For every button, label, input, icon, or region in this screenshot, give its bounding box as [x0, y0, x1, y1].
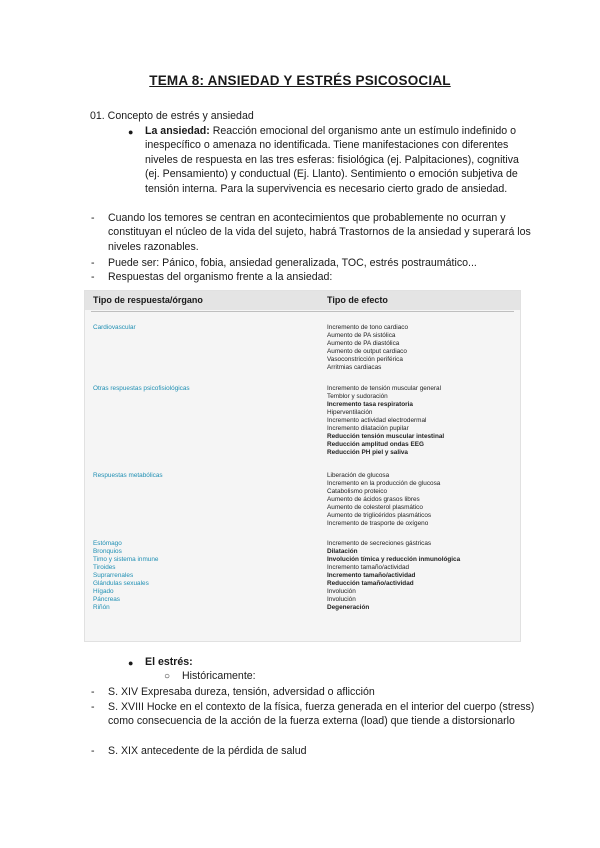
table-cell-effect: Catabolismo proteico [327, 488, 388, 495]
table-cell-effect: Reducción amplitud ondas EEG [327, 441, 424, 448]
estres-item-1: S. XIV Expresaba dureza, tensión, adversidad o aflicción [108, 686, 375, 698]
dash-marker: - [91, 745, 95, 757]
table-cell-organ: Hígado [93, 588, 114, 595]
table-cell-effect: Involución [327, 596, 356, 603]
table-cell-effect: Reducción tamaño/actividad [327, 580, 414, 587]
bullet-dot: ● [128, 658, 134, 668]
dash-item-2: Puede ser: Pánico, fobia, ansiedad generalizada, TOC, estrés postraumático... [108, 257, 477, 269]
table-cell-effect: Aumento de ácidos grasos libres [327, 496, 420, 503]
dash-marker: - [91, 701, 95, 713]
table-cell-effect: Incremento tamaño/actividad [327, 572, 416, 579]
table-cell-effect: Aumento de colesterol plasmático [327, 504, 423, 511]
table-cell-effect: Aumento de PA sistólica [327, 332, 396, 339]
table-cell-organ: Estómago [93, 540, 122, 547]
estres-term: El estrés: [145, 656, 193, 668]
table-cell-effect: Incremento tasa respiratoria [327, 401, 413, 408]
table-cell-effect: Incremento dilatación pupilar [327, 425, 409, 432]
page-title: TEMA 8: ANSIEDAD Y ESTRÉS PSICOSOCIAL [149, 73, 451, 88]
dash-item-3: Respuestas del organismo frente a la ansiedad: [108, 271, 333, 283]
table-cell-organ: Suprarrenales [93, 572, 134, 579]
table-cell-effect: Aumento de triglicéridos plasmáticos [327, 512, 432, 519]
table-cell-organ: Respuestas metabólicas [93, 472, 163, 479]
dash-item-1: Cuando los temores se centran en acontecimientos que probablemente no ocurran y constituyan el núcleo de la vida del sujeto, habrá Trastornos de la ansiedad y superará los niveles razonables. [108, 212, 531, 253]
table-header-left: Tipo de respuesta/órgano [93, 295, 203, 305]
table-cell-effect: Reducción PH piel y saliva [327, 449, 408, 456]
table-cell-effect: Incremento de tono cardiaco [327, 324, 408, 331]
table-cell-effect: Liberación de glucosa [327, 472, 390, 479]
estres-item-2: S. XVIII Hocke en el contexto de la física, fuerza generada en el interior del cuerpo (stress) como consecuencia de la acción de la fuerza externa (load) que tiende a distorsionarlo [108, 701, 535, 728]
table-cell-effect: Incremento de trasporte de oxígeno [327, 520, 429, 527]
table-cell-organ: Timo y sistema inmune [93, 556, 159, 563]
table-cell-effect: Degeneración [327, 604, 370, 611]
table-cell-organ: Bronquios [93, 548, 122, 555]
table-cell-effect: Dilatación [327, 548, 358, 555]
table-cell-organ: Páncreas [93, 596, 120, 603]
table-cell-organ: Cardiovascular [93, 324, 136, 331]
table-cell-effect: Vasoconstricción periférica [327, 356, 403, 363]
table-cell-organ: Glándulas sexuales [93, 580, 149, 587]
table-cell-effect: Arritmias cardiacas [327, 364, 382, 371]
table-cell-effect: Incremento tamaño/actividad [327, 564, 410, 571]
ansiedad-term: La ansiedad: [145, 125, 210, 137]
estres-sub: Históricamente: [182, 670, 256, 682]
table-cell-organ: Riñón [93, 604, 110, 611]
table-header-right: Tipo de efecto [327, 295, 388, 305]
dash-marker: - [91, 212, 95, 224]
table-cell-effect: Hiperventilación [327, 409, 373, 416]
dash-marker: - [91, 257, 95, 269]
estres-item-3: S. XIX antecedente de la pérdida de salud [108, 745, 307, 757]
section-heading: 01. Concepto de estrés y ansiedad [90, 110, 254, 122]
table-cell-effect: Temblor y sudoración [327, 393, 388, 400]
table-cell-effect: Involución tímica y reducción inmunológica [327, 556, 461, 563]
table-cell-effect: Reducción tensión muscular intestinal [327, 433, 445, 440]
ansiedad-paragraph [145, 124, 530, 196]
table-header-rule [91, 311, 514, 312]
bullet-dot: ● [128, 127, 134, 137]
dash-marker: - [91, 686, 95, 698]
table-cell-effect: Aumento de output cardiaco [327, 348, 407, 355]
hollow-bullet: ○ [164, 671, 171, 682]
table-cell-organ: Tiroides [93, 564, 116, 571]
responses-table [84, 290, 521, 642]
table-cell-effect: Incremento de tensión muscular general [327, 385, 442, 392]
table-cell-effect: Incremento actividad electrodermal [327, 417, 427, 424]
table-cell-effect: Incremento en la producción de glucosa [327, 480, 441, 487]
ansiedad-definition: Reacción emocional del organismo ante un estímulo indefinido o inespecífico o amenaza no identificada. Tiene manifestaciones con diferentes niveles de respuesta en las tres esferas: fisiológica (ej. Palpitaciones), cognitiva (ej. Pensamiento) y conductual (Ej. Llanto). Sentimiento o emoción subjetiva de tensión interna. Para la supervivencia es necesario cierto grado de ansiedad. [145, 125, 519, 195]
table-cell-effect: Incremento de secreciones gástricas [327, 540, 432, 547]
dash-marker: - [91, 271, 95, 283]
table-cell-organ: Otras respuestas psicofisiológicas [93, 385, 190, 392]
table-cell-effect: Aumento de PA diastólica [327, 340, 400, 347]
table-cell-effect: Involución [327, 588, 356, 595]
